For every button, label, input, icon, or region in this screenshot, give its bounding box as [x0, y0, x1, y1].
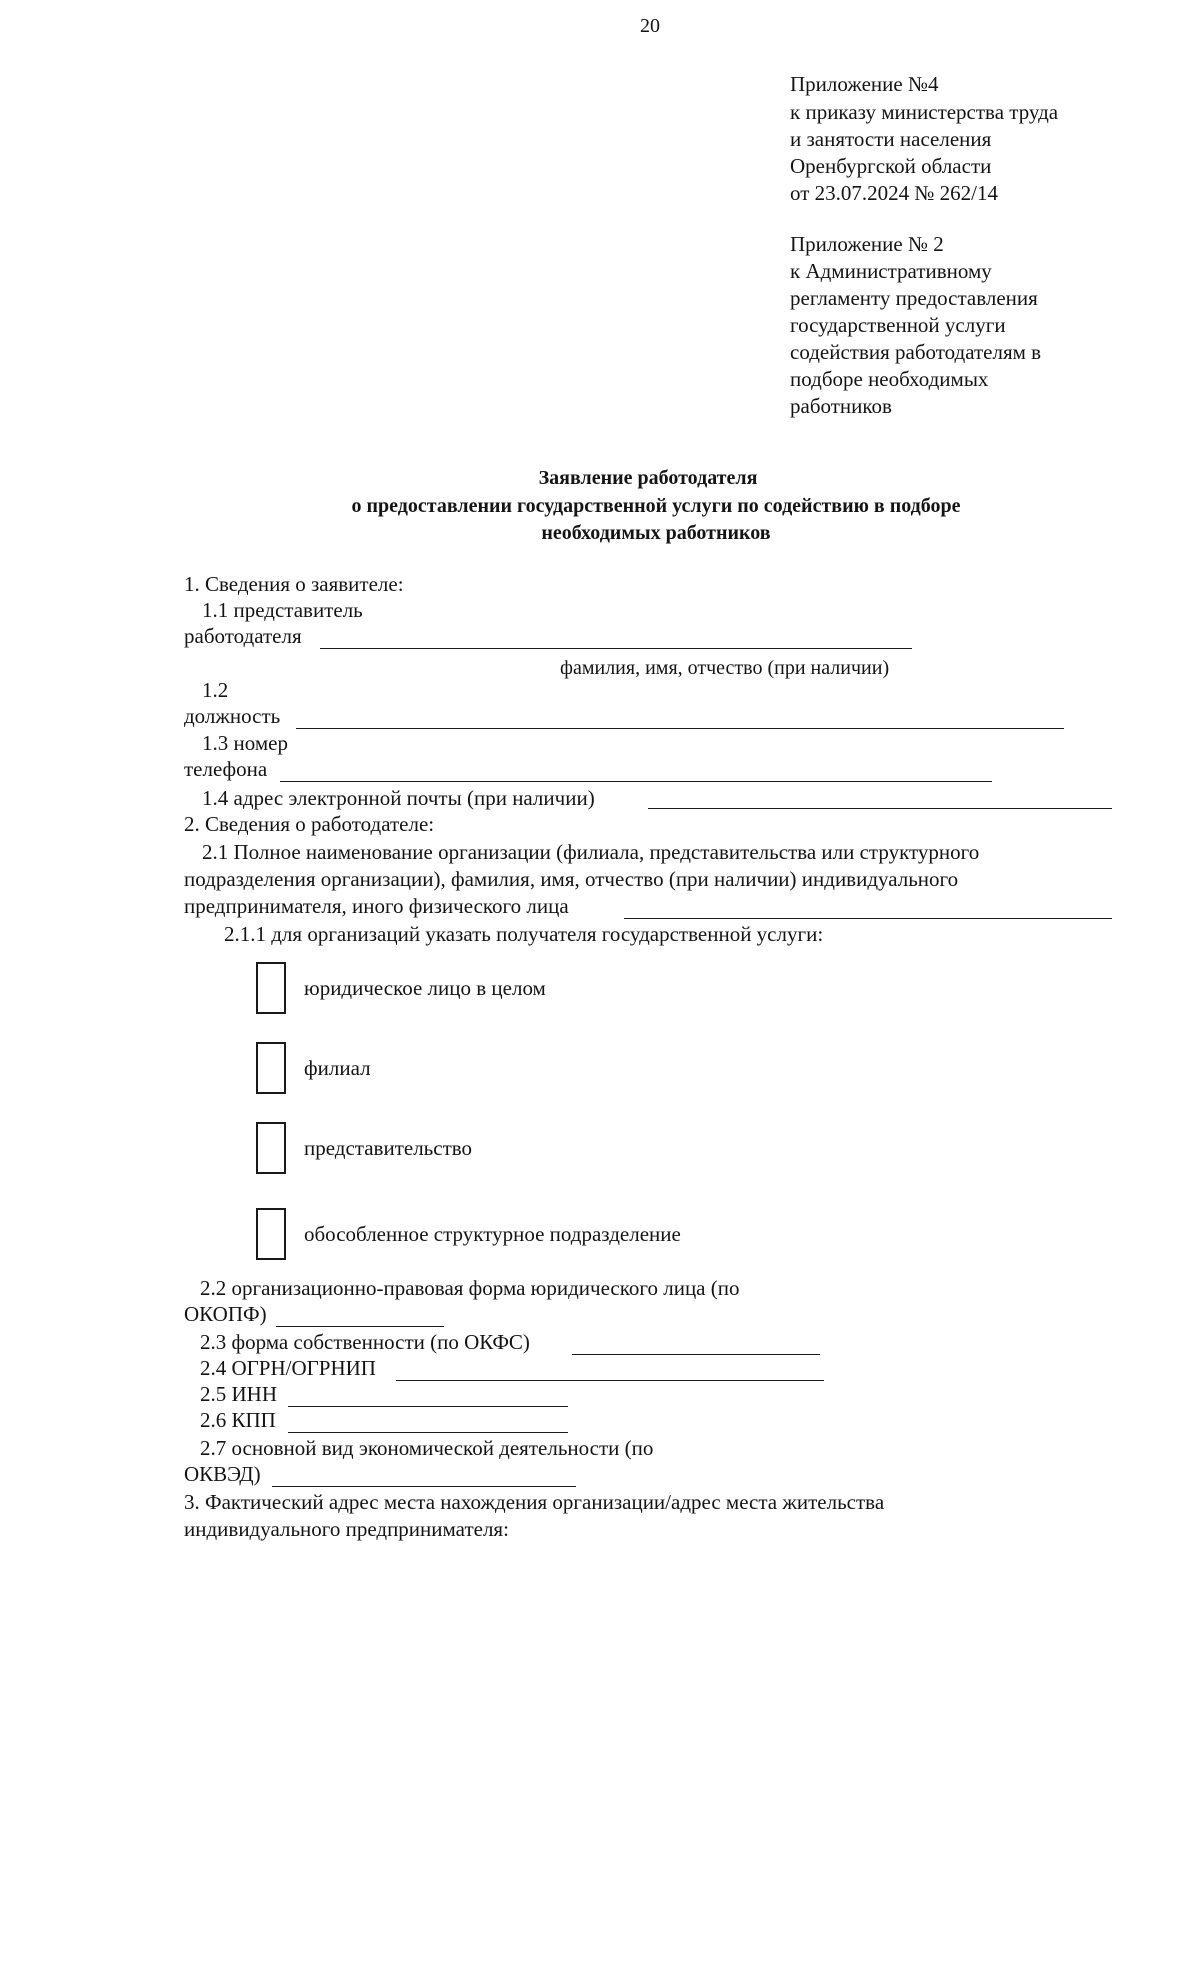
appendix-4-line-3: и занятости населения [790, 127, 992, 151]
appendix-2-line-6: подборе необходимых [790, 367, 989, 391]
field-1-1-blank[interactable] [320, 648, 912, 649]
option-representative-office-label: представительство [304, 1136, 473, 1160]
field-2-7-blank[interactable] [272, 1486, 576, 1487]
field-2-4-blank[interactable] [396, 1380, 824, 1381]
field-2-6-blank[interactable] [288, 1432, 568, 1433]
checkbox-branch[interactable] [256, 1042, 286, 1094]
field-2-1-1-label: 2.1.1 для организаций указать получателя государственной услуги: [224, 922, 824, 946]
field-1-1-label-cont: работодателя [184, 624, 302, 648]
page-number: 20 [640, 15, 660, 37]
checkbox-separate-division[interactable] [256, 1208, 286, 1260]
option-separate-division-label: обособленное структурное подразделение [304, 1222, 681, 1246]
field-2-1-line-1: 2.1 Полное наименование организации (филиала, представительства или структурного [202, 840, 980, 864]
option-branch-label: филиал [304, 1056, 371, 1080]
section-3-line-2: индивидуального предпринимателя: [184, 1517, 509, 1541]
field-2-6-label: 2.6 КПП [200, 1408, 276, 1432]
checkbox-representative-office[interactable] [256, 1122, 286, 1174]
field-2-4-label: 2.4 ОГРН/ОГРНИП [200, 1356, 376, 1380]
section-1-heading: 1. Сведения о заявителе: [184, 572, 404, 596]
field-2-1-line-3: предпринимателя, иного физического лица [184, 894, 569, 918]
appendix-2-line-3: регламенту предоставления [790, 286, 1038, 310]
field-2-2-label-cont: ОКОПФ) [184, 1302, 267, 1326]
field-2-7-label: 2.7 основной вид экономической деятельности (по [200, 1436, 654, 1460]
field-1-2-label: 1.2 [202, 678, 229, 702]
field-2-3-label: 2.3 форма собственности (по ОКФС) [200, 1330, 530, 1354]
appendix-2-line-1: Приложение № 2 [790, 232, 944, 256]
field-2-1-line-2: подразделения организации), фамилия, имя, отчество (при наличии) индивидуального [184, 867, 959, 891]
title-line-1: Заявление работодателя [538, 467, 758, 489]
title-line-2: о предоставлении государственной услуги по содействию в подборе [351, 495, 961, 517]
appendix-2-line-5: содействия работодателям в [790, 340, 1042, 364]
section-2-heading: 2. Сведения о работодателе: [184, 812, 435, 836]
checkbox-legal-entity[interactable] [256, 962, 286, 1014]
field-1-2-blank[interactable] [296, 728, 1064, 729]
field-2-5-blank[interactable] [288, 1406, 568, 1407]
appendix-2-line-4: государственной услуги [790, 313, 1006, 337]
field-2-1-blank[interactable] [624, 918, 1112, 919]
field-1-4-label: 1.4 адрес электронной почты (при наличии) [202, 786, 595, 810]
field-1-3-blank[interactable] [280, 781, 992, 782]
title-line-3: необходимых работников [541, 522, 771, 544]
field-2-2-label: 2.2 организационно-правовая форма юридического лица (по [200, 1276, 740, 1300]
field-1-3-label-cont: телефона [184, 757, 268, 781]
field-1-1-hint: фамилия, имя, отчество (при наличии) [560, 657, 890, 679]
field-2-5-label: 2.5 ИНН [200, 1382, 277, 1406]
field-1-1-label: 1.1 представитель [202, 598, 363, 622]
field-1-2-label-cont: должность [184, 704, 281, 728]
field-2-3-blank[interactable] [572, 1354, 820, 1355]
field-2-7-label-cont: ОКВЭД) [184, 1462, 261, 1486]
appendix-4-line-4: Оренбургской области [790, 154, 992, 178]
field-1-4-blank[interactable] [648, 808, 1112, 809]
appendix-4-line-2: к приказу министерства труда [790, 100, 1059, 124]
appendix-2-line-2: к Административному [790, 259, 992, 283]
field-1-3-label: 1.3 номер [202, 731, 288, 755]
appendix-4-line-1: Приложение №4 [790, 72, 939, 96]
appendix-4-line-5: от 23.07.2024 № 262/14 [790, 181, 999, 205]
section-3-line-1: 3. Фактический адрес места нахождения организации/адрес места жительства [184, 1490, 885, 1514]
appendix-2-line-7: работников [790, 394, 892, 418]
option-legal-entity-label: юридическое лицо в целом [304, 976, 546, 1000]
field-2-2-blank[interactable] [276, 1326, 444, 1327]
